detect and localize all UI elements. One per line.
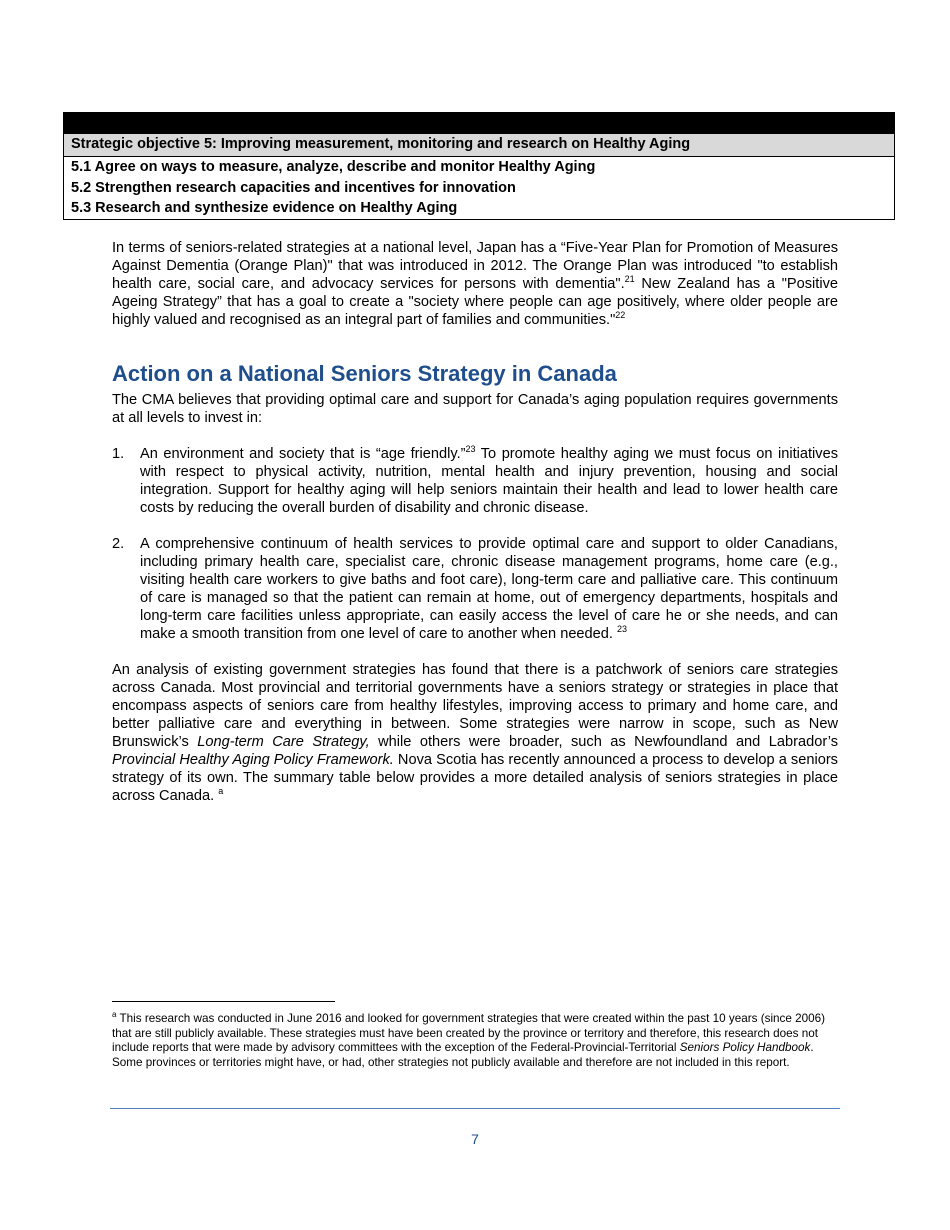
analysis-paragraph (112, 661, 838, 805)
table-header-bar (64, 113, 894, 134)
intro-text-2: New Zealand has a "Positive Ageing Strategy” that has a goal to create a "society where people can age positively, where older people are highly valued and recognised as an integral part of families and communities." (112, 276, 838, 328)
list-text: An environment and society that is “age friendly.” (140, 446, 466, 462)
footnote-ref[interactable]: a (218, 786, 224, 796)
section-body (112, 391, 838, 805)
strategy-title: Provincial Healthy Aging Policy Framework. (112, 752, 394, 768)
section-heading: Action on a National Seniors Strategy in Canada (112, 361, 617, 386)
list-text: To promote healthy aging we must focus on initiatives with respect to physical activity, nutrition, mental health and injury prevention, housing and social integration. Support for healthy aging will help seniors maintain their health and lead to lower health care costs by reducing the overall burden of disability and chronic disease. (140, 446, 839, 516)
page-footer-rule (110, 1108, 840, 1109)
list-text: A comprehensive continuum of health services to provide optimal care and support to older Canadians, including primary health care, specialist care, chronic disease management programs, home care (e.g., visiting health care workers to give baths and foot care), long-term care and palliative care. This continuum of care is managed so that the patient can remain at home, out of emergency departments, hospitals and long-term care facilities unless appropriate, can easily access the level of care he or she needs, and can make a smooth transition from one level of care to another when needed. (140, 536, 838, 642)
citation-ref[interactable]: 21 (624, 274, 635, 284)
analysis-text: An analysis of existing government strategies has found that there is a patchwork of seniors care strategies across Canada. Most provincial and territorial governments have a seniors strategy or strategies in place that encompass aspects of seniors care from healthy lifestyles, improving access to primary and home care, and better palliative care and everything in between. Some strategies were narrow in scope, such as New Brunswick’s (112, 662, 838, 750)
intro-paragraph (112, 239, 838, 329)
strategic-objective-table (63, 112, 895, 220)
footnote-mark: a (112, 1010, 117, 1019)
citation-ref[interactable]: 23 (465, 444, 476, 454)
strategy-title: Long-term Care Strategy, (197, 734, 370, 750)
list-item (112, 535, 838, 643)
citation-ref[interactable]: 22 (615, 310, 626, 320)
list-item (112, 445, 838, 517)
objective-row: 5.3 Research and synthesize evidence on Healthy Aging (71, 200, 458, 216)
footnote (112, 1012, 838, 1070)
list-number: 2. (112, 536, 125, 552)
footnote-text: This research was conducted in June 2016 and looked for government strategies that were created within the past 10 years (since 2006) that are still publicly available. These strategies must have been created by the province or territory and therefore, this research does not include reports that were made by advisory committees with the exception of the Federal-Provincial-Territorial (112, 1012, 826, 1055)
footnote-title: Seniors Policy Handbook (679, 1041, 811, 1055)
intro-paragraph-block (112, 239, 838, 329)
intro-text-1: In terms of seniors-related strategies at a national level, Japan has a “Five-Year Plan for Promotion of Measures Against Dementia (Orange Plan)" that was introduced in 2012. The Orange Plan was introduced "to establish health care, social care, and advocacy services for persons with dementia". (112, 240, 838, 292)
page-number: 7 (471, 1131, 479, 1147)
section-intro: The CMA believes that providing optimal care and support for Canada’s aging population requires governments at all levels to invest in: (112, 392, 838, 426)
footnote-text: . Some provinces or territories might have, or had, other strategies not publicly available and therefore are not included in this report. (112, 1041, 814, 1069)
objective-row: 5.2 Strengthen research capacities and incentives for innovation (71, 179, 516, 196)
objective-row: 5.1 Agree on ways to measure, analyze, describe and monitor Healthy Aging (71, 159, 596, 175)
objective-header: Strategic objective 5: Improving measurement, monitoring and research on Healthy Aging (64, 134, 894, 157)
footnote-divider (112, 1001, 335, 1002)
list-number: 1. (112, 446, 125, 462)
analysis-text: Nova Scotia has recently announced a process to develop a seniors strategy of its own. The summary table below provides a more detailed analysis of seniors strategies in place across Canada. (112, 752, 838, 804)
citation-ref[interactable]: 23 (617, 624, 628, 634)
analysis-text: while others were broader, such as Newfoundland and Labrador’s (369, 734, 838, 750)
